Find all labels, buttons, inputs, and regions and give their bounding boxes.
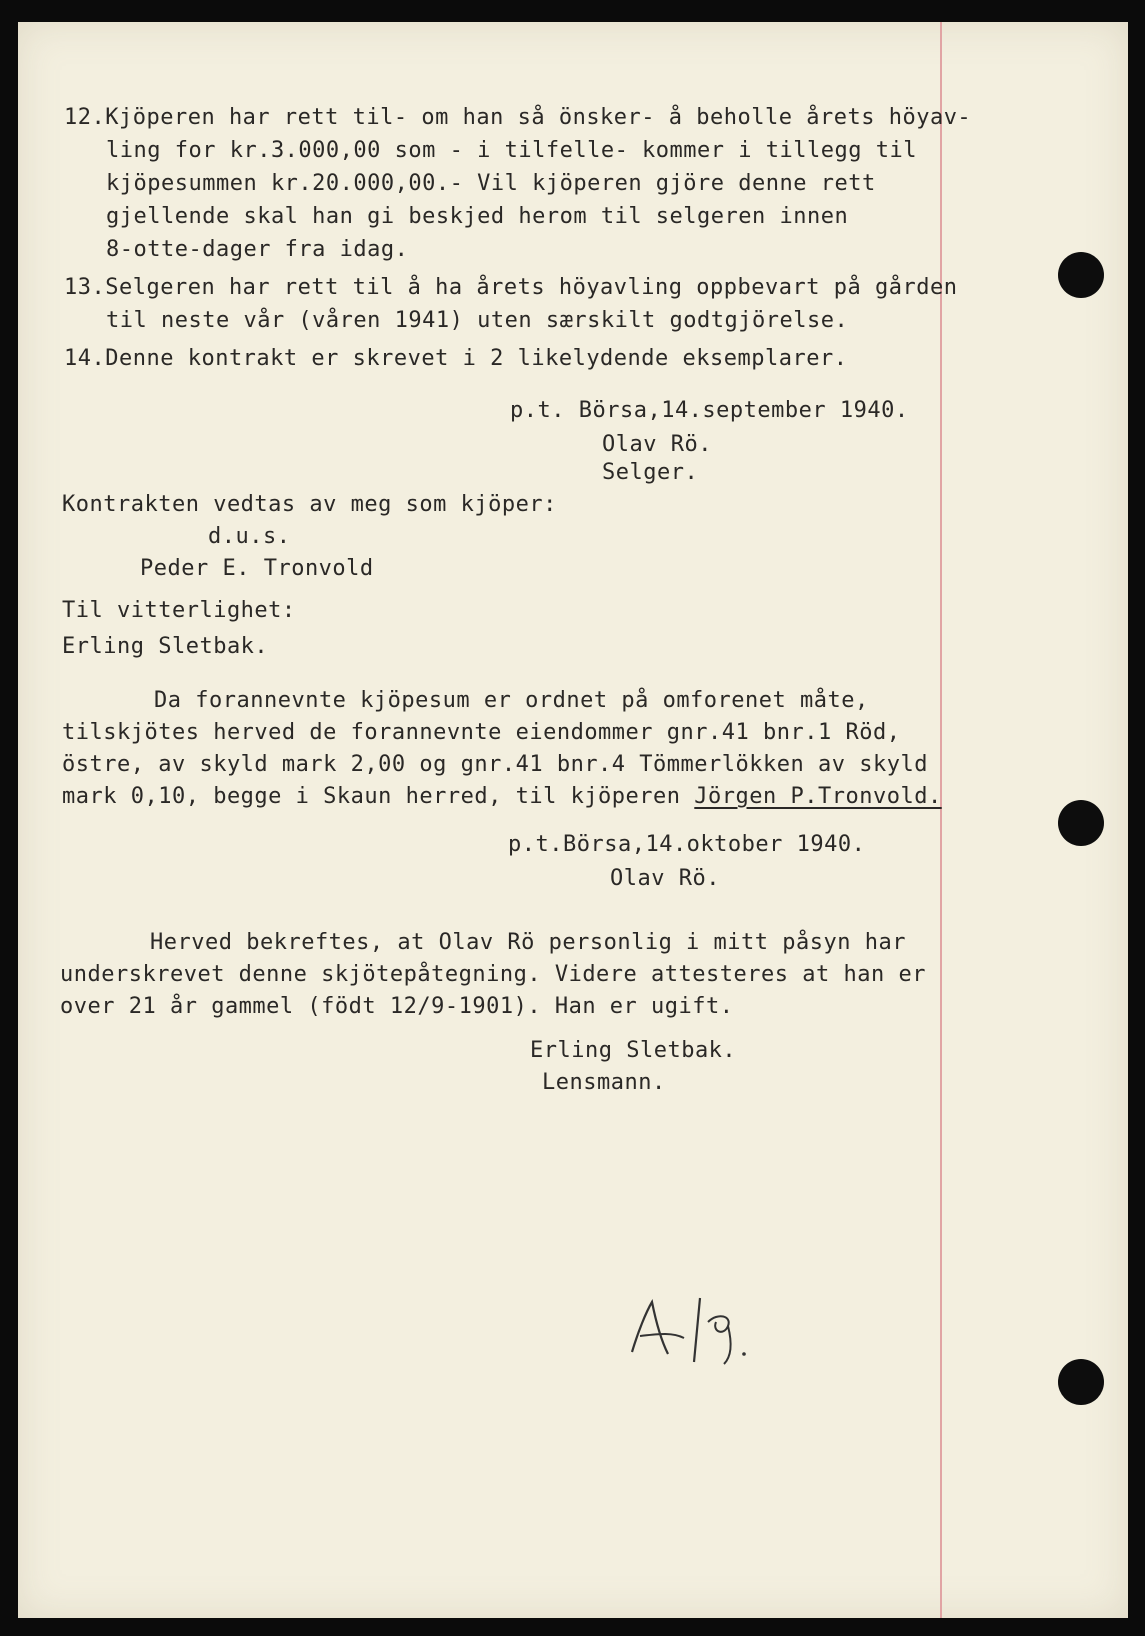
attest-line: underskrevet denne skjötepåtegning. Videre attesteres at han er (60, 962, 926, 987)
attest-line: over 21 år gammel (födt 12/9-1901). Han er ugift. (60, 994, 734, 1019)
attest-title: Lensmann. (542, 1070, 666, 1095)
seller-role: Selger. (602, 460, 699, 485)
clause-12-line: 8-otte-dager fra idag. (106, 237, 409, 262)
margin-line (940, 22, 942, 1618)
punch-hole (1058, 800, 1104, 846)
handwritten-initials (628, 1292, 768, 1382)
clause-13-line: 13.Selgeren har rett til å ha årets höyavling oppbevart på gården (64, 275, 958, 300)
witness-name: Erling Sletbak. (62, 634, 269, 659)
document-page (18, 22, 1128, 1618)
punch-hole (1058, 252, 1104, 298)
attest-signer: Erling Sletbak. (530, 1038, 737, 1063)
clause-12-line: 12.Kjöperen har rett til- om han så önsker- å beholle årets höyav- (64, 105, 972, 130)
buyer-signature: Peder E. Tronvold (140, 556, 374, 581)
deed-line (62, 786, 942, 808)
seller-name: Olav Rö. (602, 432, 712, 457)
clause-12-line: ling for kr.3.000,00 som - i tilfelle- kommer i tillegg til (106, 138, 917, 163)
deed-place-date: p.t.Börsa,14.oktober 1940. (508, 832, 866, 857)
clause-14-line: 14.Denne kontrakt er skrevet i 2 likelydende eksemplarer. (64, 346, 848, 371)
clause-13-line: til neste vår (våren 1941) uten særskilt godtgjörelse. (106, 308, 849, 333)
dus-label: d.u.s. (208, 524, 291, 549)
deed-line: Da forannevnte kjöpesum er ordnet på omforenet måte, (154, 688, 869, 713)
deed-line: östre, av skyld mark 2,00 og gnr.41 bnr.4 Tömmerlökken av skyld (62, 752, 928, 777)
attest-line: Herved bekreftes, at Olav Rö personlig i mitt påsyn har (150, 930, 906, 955)
clause-12-line: gjellende skal han gi beskjed herom til selgeren innen (106, 204, 849, 229)
deed-line: tilskjötes herved de forannevnte eiendommer gnr.41 bnr.1 Röd, (62, 720, 901, 745)
deed-signer: Olav Rö. (610, 866, 720, 891)
clause-12-line: kjöpesummen kr.20.000,00.- Vil kjöperen gjöre denne rett (106, 171, 876, 196)
deed-buyer-name: Jörgen P.Tronvold. (694, 784, 942, 809)
deed-line-text: mark 0,10, begge i Skaun herred, til kjöperen (62, 784, 695, 809)
sale-place-date: p.t. Börsa,14.september 1940. (510, 398, 909, 423)
witness-label: Til vitterlighet: (62, 598, 296, 623)
punch-hole (1058, 1359, 1104, 1405)
acceptance-text: Kontrakten vedtas av meg som kjöper: (62, 492, 557, 517)
